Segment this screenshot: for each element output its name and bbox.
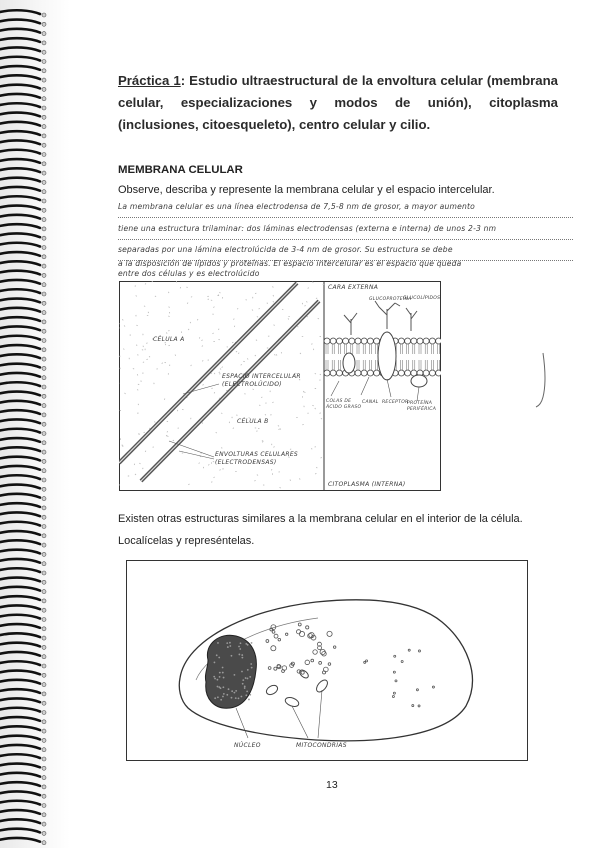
- page-number: 13: [326, 779, 338, 791]
- section2-text: [118, 508, 568, 552]
- label-intercellular-space: ESPACIO INTERCELULAR (ELECTROLÚCIDO): [222, 373, 301, 388]
- label-cell-envelopes: ENVOLTURAS CELULARES (ELECTRODENSAS): [215, 451, 299, 466]
- label-cell-b: CÉLULA B: [237, 418, 269, 425]
- label-glycoprotein: GLUCOPROTEÍNA: [369, 297, 412, 302]
- practice-title-text: : Estudio ultraestructural de la envoltura celular (membrana celular, especializaciones y modos de unión), citoplasma (inclusiones, citoesqueleto), centro celular y cilio.: [118, 73, 558, 132]
- margin-pencil-mark: [533, 351, 563, 411]
- section2-line-1: Existen otras estructuras similares a la membrana celular en el interior de la célula.: [118, 513, 523, 525]
- handwritten-line-4: a la disposición de lípidos y proteínas. El espacio intercelular es el espacio que queda: [118, 259, 462, 268]
- label-cytoplasm: CITOPLASMA (INTERNA): [328, 481, 406, 488]
- label-peripheral-protein: PROTEÍNA PERIFÉRICA: [407, 401, 437, 412]
- cell-figure: [126, 560, 528, 761]
- handwritten-line-2: tiene una estructura trilaminar: dos láminas electrodensas (externa e interna) de unos 2-3 nm: [118, 224, 573, 240]
- handwritten-line-5: entre dos células y es electrolúcido: [118, 269, 260, 278]
- cell-figure-drawing: [126, 560, 528, 761]
- label-outer-face: CARA EXTERNA: [328, 284, 379, 291]
- label-fatty-acid-tails: COLAS DE ÁCIDO GRASO: [326, 399, 362, 410]
- section-heading: MEMBRANA CELULAR: [118, 164, 243, 176]
- membrane-figure: [119, 281, 441, 491]
- handwritten-line-1: La membrana celular es una línea electrodensa de 7,5-8 nm de grosor, a mayor aumento: [118, 202, 573, 218]
- practice-title: [118, 70, 558, 136]
- practice-label: Práctica 1: [118, 73, 181, 88]
- label-nucleus: NÚCLEO: [234, 742, 261, 749]
- label-mitochondria: MITOCONDRIAS: [296, 742, 347, 749]
- label-channel: CANAL: [362, 400, 379, 405]
- section-instruction: Observe, describa y represente la membrana celular y el espacio intercelular.: [118, 184, 495, 196]
- spiral-binding: [0, 0, 52, 848]
- label-glycolipids: GLUCOLÍPIDOS: [403, 296, 441, 301]
- handwritten-line-3: separadas por una lámina electrolúcida de 3-4 nm de grosor. Su estructura se debe: [118, 245, 573, 261]
- label-receptor: RECEPTOR: [382, 400, 409, 405]
- section2-line-2: Localícelas y represéntelas.: [118, 535, 255, 547]
- label-cell-a: CÉLULA A: [153, 336, 185, 343]
